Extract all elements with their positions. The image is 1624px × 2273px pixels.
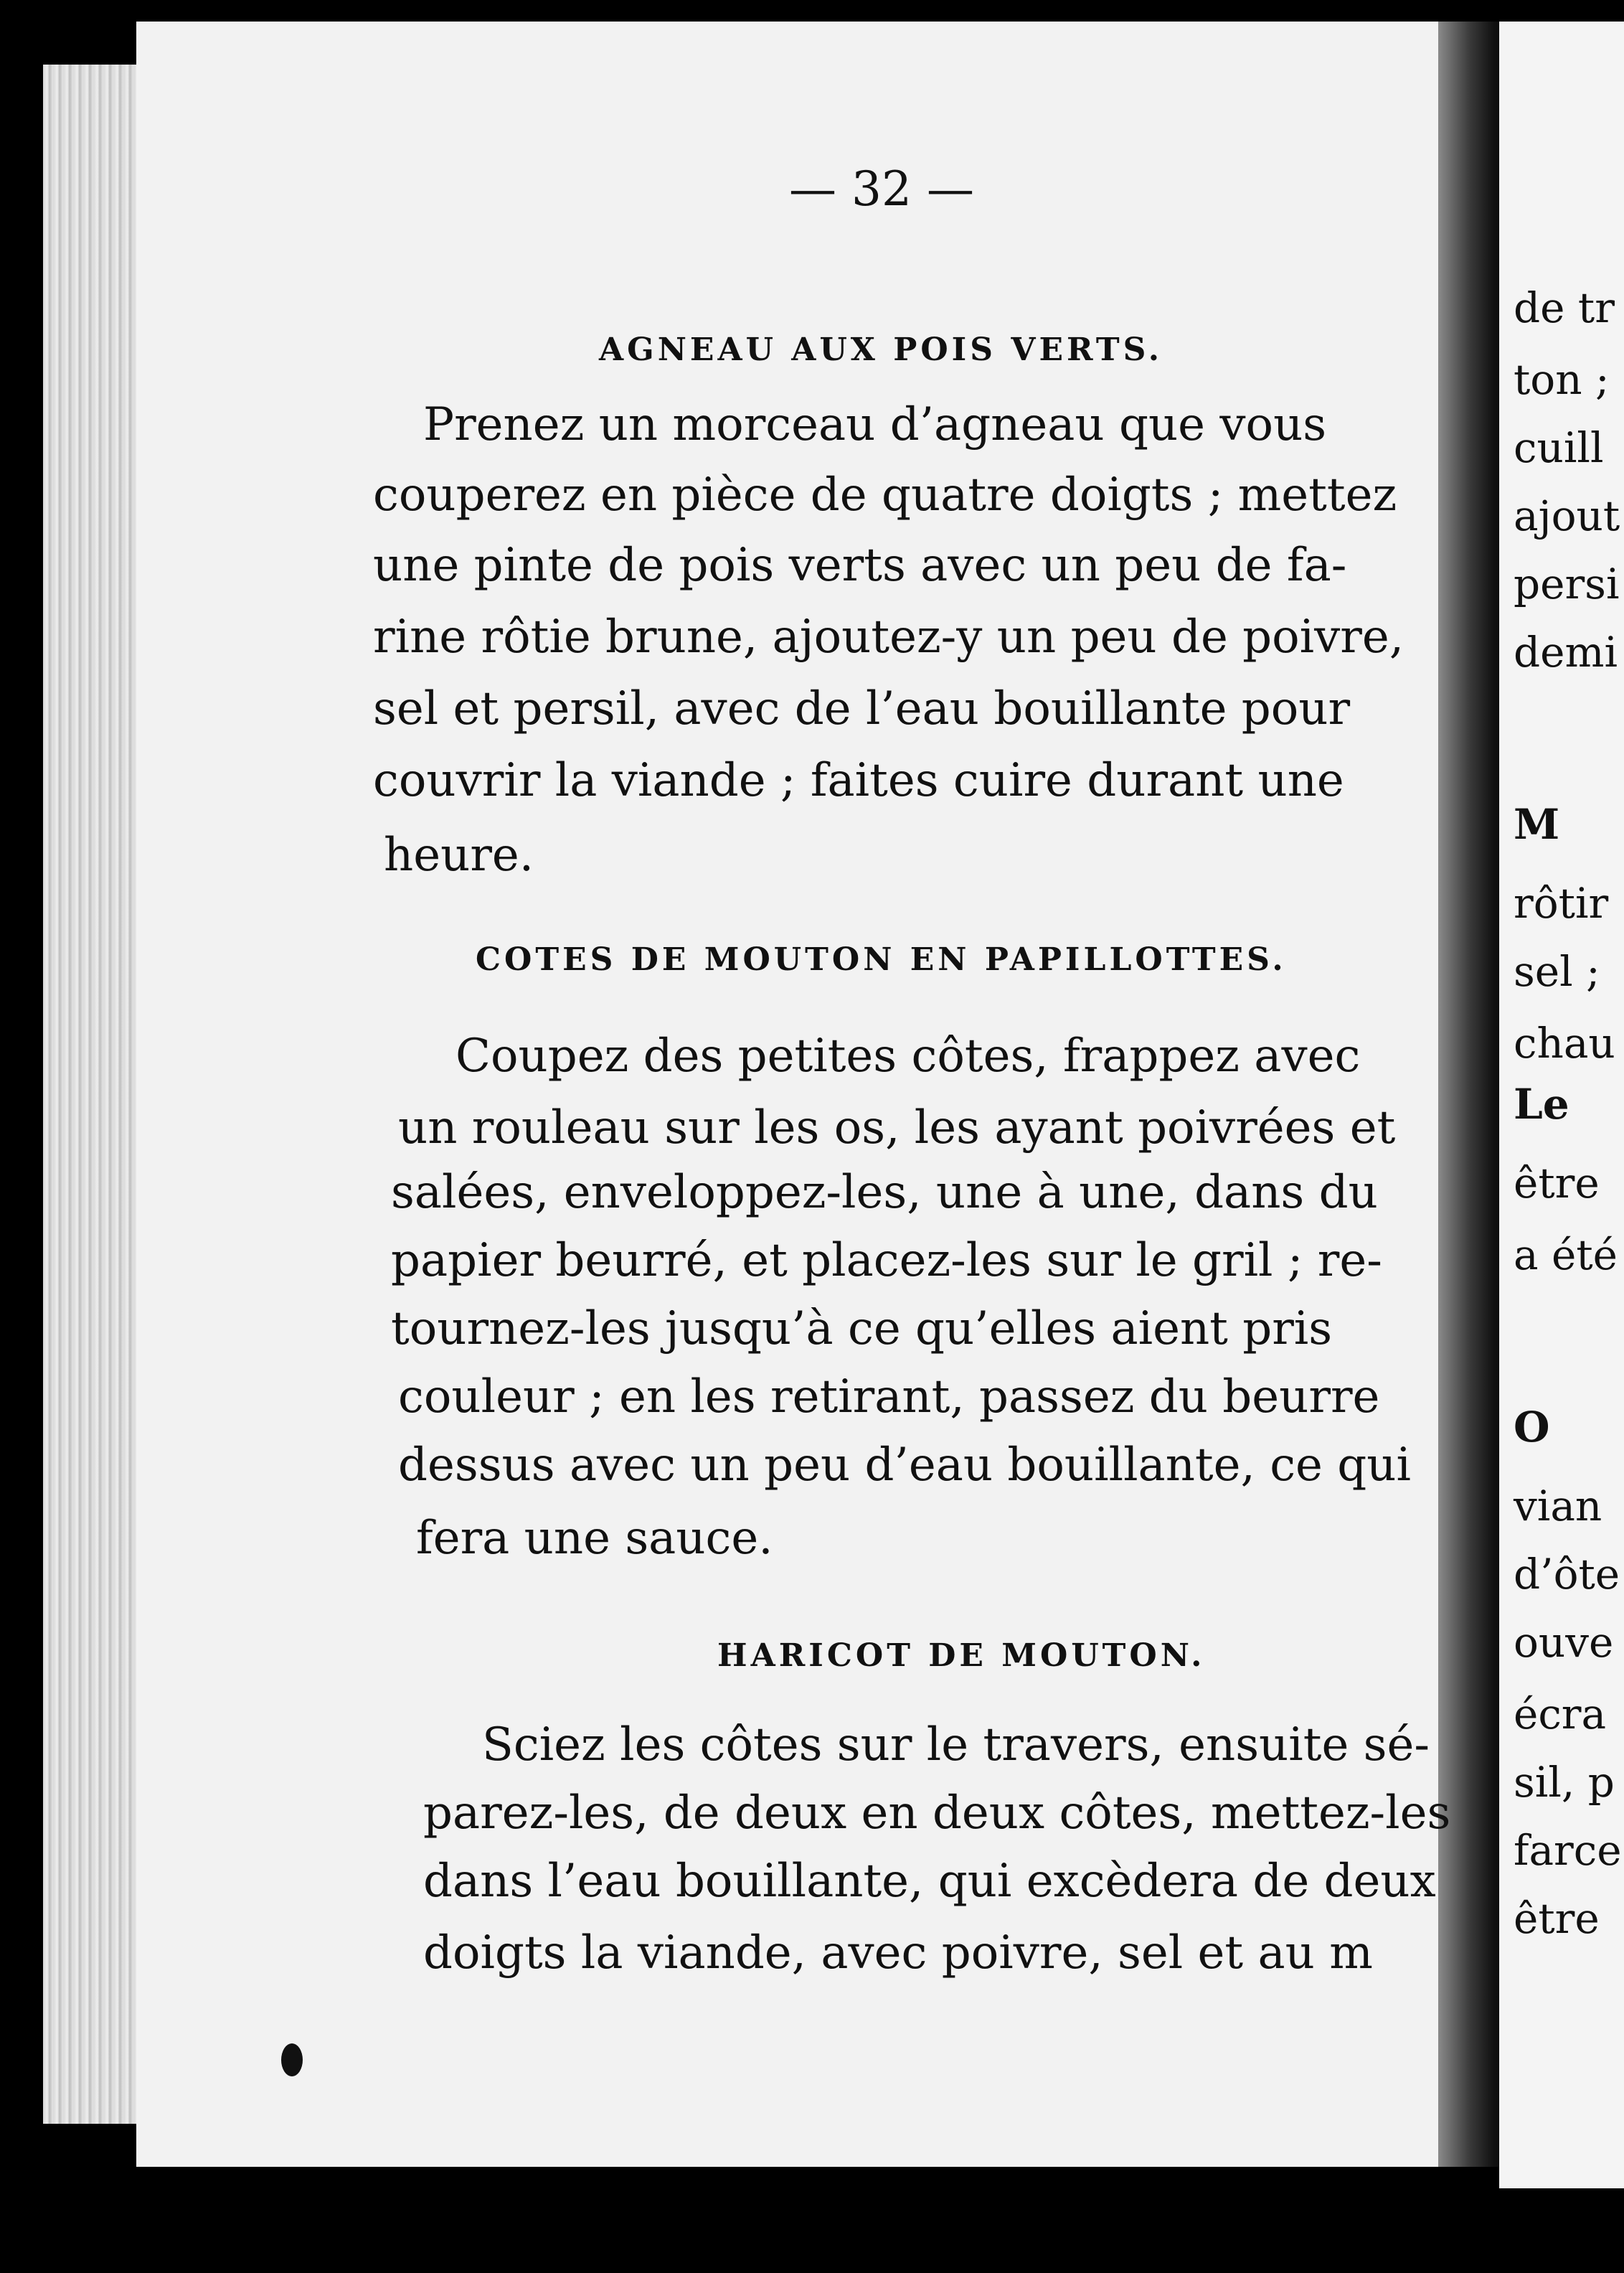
text-line: heure.	[384, 829, 534, 882]
text-line: Sciez les côtes sur le travers, ensuite sé-	[482, 1718, 1430, 1771]
facing-page-fragment: cuill	[1514, 423, 1604, 472]
facing-page-fragment: demi	[1514, 628, 1618, 677]
facing-page-fragment: vian	[1514, 1482, 1602, 1530]
text-line: dessus avec un peu d’eau bouillante, ce qui	[398, 1439, 1411, 1492]
text-line: rine rôtie brune, ajoutez-y un peu de poivre,	[373, 611, 1405, 664]
text-line: papier beurré, et placez-les sur le gril ; re-	[391, 1234, 1382, 1287]
text-line: sel et persil, avec de l’eau bouillante pour	[373, 682, 1351, 735]
facing-page-fragment: sel ;	[1514, 947, 1600, 996]
facing-page-fragment: de tr	[1514, 283, 1615, 332]
text-line: dans l’eau bouillante, qui excèdera de deux	[423, 1855, 1436, 1908]
text-line: un rouleau sur les os, les ayant poivrées et	[398, 1101, 1396, 1154]
facing-page-fragment: O	[1514, 1403, 1550, 1451]
text-line: Prenez un morceau d’agneau que vous	[423, 398, 1327, 451]
facing-page-fragment: M	[1514, 800, 1560, 849]
text-line: tournez-les jusqu’à ce qu’elles aient pris	[391, 1302, 1333, 1355]
text-line: fera une sauce.	[416, 1512, 773, 1565]
facing-page-fragment: ton ;	[1514, 355, 1610, 404]
text-line: doigts la viande, avec poivre, sel et au m	[423, 1926, 1373, 1980]
text-line: une pinte de pois verts avec un peu de fa-	[373, 539, 1347, 592]
facing-page-fragment: rôtir	[1514, 879, 1609, 928]
text-line: salées, enveloppez-les, une à une, dans du	[391, 1166, 1378, 1219]
section-title: COTES DE MOUTON EN PAPILLOTTES.	[476, 941, 1287, 978]
text-line: couleur ; en les retirant, passez du beurre	[398, 1370, 1380, 1423]
section-title: AGNEAU AUX POIS VERTS.	[599, 331, 1163, 368]
ink-spot	[281, 2043, 303, 2076]
section-title: HARICOT DE MOUTON.	[717, 1637, 1206, 1674]
facing-page-fragment: ajout	[1514, 491, 1620, 540]
facing-page-fragment: sil, p	[1514, 1758, 1615, 1807]
facing-page-fragment: d’ôte	[1514, 1550, 1620, 1599]
facing-page-fragment: ouve	[1514, 1618, 1614, 1667]
page-number: — 32 —	[789, 161, 974, 217]
text-line: couvrir la viande ; faites cuire durant une	[373, 754, 1344, 807]
facing-page-fragment: être	[1514, 1894, 1600, 1943]
text-line: parez-les, de deux en deux côtes, mettez-les	[423, 1787, 1451, 1840]
facing-page-fragment: être	[1514, 1159, 1600, 1208]
facing-page-fragment: a été	[1514, 1230, 1618, 1279]
facing-page-fragment: chau	[1514, 1019, 1615, 1068]
facing-page	[1499, 22, 1624, 2188]
text-line: couperez en pièce de quatre doigts ; mettez	[373, 469, 1397, 522]
facing-page-fragment: farce	[1514, 1826, 1622, 1875]
facing-page-fragment: écra	[1514, 1690, 1607, 1738]
facing-page-fragment: persi	[1514, 560, 1620, 608]
text-line: Coupez des petites côtes, frappez avec	[455, 1030, 1361, 1083]
facing-page-fragment: Le	[1514, 1080, 1569, 1129]
